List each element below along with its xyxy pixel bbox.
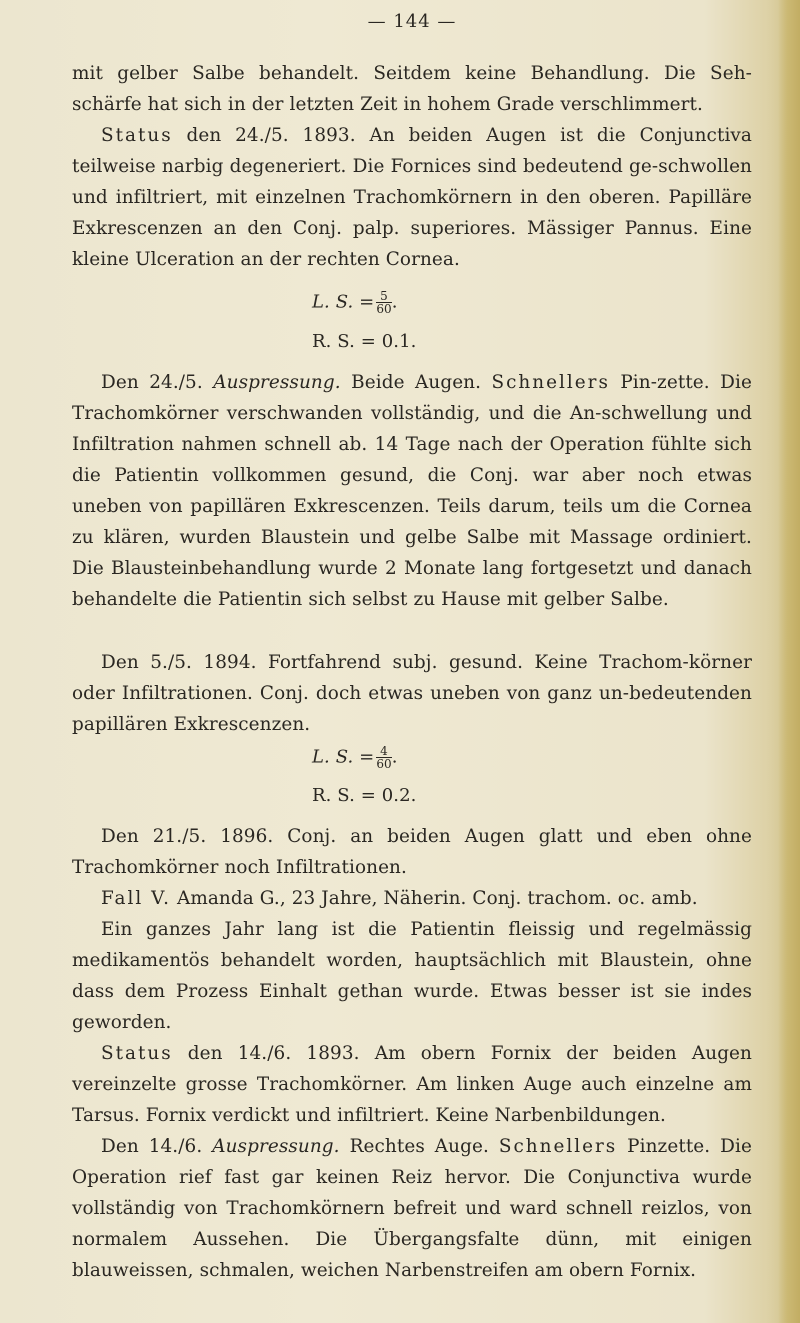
formula-ls-2: L. S. = $\frac{4}{60}$ .	[312, 744, 398, 771]
formula-rs-1: R. S. = 0.1.	[312, 331, 417, 352]
paragraph-case-history: Ein ganzes Jahr lang ist die Patientin fleissig und regelmässig medikamentös behandelt worden, hauptsächlich mit Blaustein, ohne dass dem Prozess Einhalt gethan wurde. Etwas besser ist sie indes geworden.	[72, 919, 752, 1033]
formula-label: L. S. =	[312, 746, 375, 768]
paragraph-followup-1: Den 5./5. 1894. Fortfahrend subj. gesund. Keine Trachom-körner oder Infiltrationen. Conj. doch etwas uneben von ganz un-bedeutenden papillären Exkrescenzen.	[72, 652, 752, 735]
italic-term: Auspressung.	[213, 372, 341, 393]
fraction-numerator: 4	[376, 745, 391, 758]
case-text: Amanda G., 23 Jahre, Näherin. Conj. trachom. oc. amb.	[171, 888, 698, 909]
fraction-denominator: 60	[376, 302, 392, 316]
italic-term: Auspressung.	[212, 1136, 340, 1157]
formula-rs-2: R. S. = 0.2.	[312, 785, 417, 806]
fraction	[376, 290, 391, 315]
status-text: den 24./5. 1893. An beiden Augen ist die Conjunctiva teilweise narbig degeneriert. Die Fornices sind bedeutend ge-schwollen und infiltriert, mit einzelnen Trachomkörnern in den oberen. Papilläre Exkrescenzen an den Conj. palp. superiores. Mässiger Pannus. Eine kleine Ulceration an der rechten Cornea.	[72, 125, 752, 270]
spaced-name: Schnellers	[491, 372, 610, 393]
text: Den 24./5.	[101, 372, 214, 393]
status-lead: Status	[101, 1043, 173, 1064]
status-text: den 14./6. 1893. Am obern Fornix der beiden Augen vereinzelte grosse Trachomkörner. Am linken Auge auch einzelne am Tarsus. Fornix verdickt und infiltriert. Keine Narbenbildungen.	[72, 1043, 752, 1126]
paragraph-status-1	[72, 120, 752, 275]
text: Pinzette. Die Operation rief fast gar keinen Reiz hervor. Die Conjunctiva wurde vollständig von Trachomkörnern befreit und ward schnell reizlos, von normalem Aussehen. Die Übergangsfalte dünn, mit einigen blauweissen, schmalen, weichen Narbenstreifen am obern Fornix.	[72, 1136, 752, 1281]
spaced-name: Schnellers	[498, 1136, 618, 1157]
paragraph-1: mit gelber Salbe behandelt. Seitdem keine Behandlung. Die Seh-schärfe hat sich in der letzten Zeit in hohem Grade verschlimmert.	[72, 63, 752, 115]
status-lead: Status	[101, 125, 173, 146]
text: Rechtes Auge.	[339, 1136, 499, 1157]
fraction	[376, 745, 391, 770]
formula-ls-1: L. S. = $\frac{5}{60}$ .	[312, 289, 398, 316]
paragraph-operation-2	[72, 1131, 752, 1286]
paragraph-followup-2: Den 21./5. 1896. Conj. an beiden Augen glatt und eben ohne Trachomkörner noch Infiltrationen.	[72, 826, 752, 878]
fraction-numerator: 5	[376, 290, 391, 303]
paragraph-operation-1	[72, 367, 752, 615]
text: Beide Augen.	[340, 372, 492, 393]
paragraph-case-heading	[72, 883, 752, 914]
formula-label: L. S. =	[312, 291, 375, 313]
page-number: — 144 —	[367, 11, 457, 32]
fraction-denominator: 60	[376, 757, 392, 771]
text: Den 14./6.	[101, 1136, 213, 1157]
page-edge	[778, 0, 800, 1323]
paragraph-status-2	[72, 1038, 752, 1131]
case-label: Fall V.	[101, 888, 171, 909]
text: Pin-zette. Die Trachomkörner verschwanden vollständig, und die An-schwellung und Infiltration nahmen schnell ab. 14 Tage nach der Operation fühlte sich die Patientin vollkommen gesund, die Conj. war aber noch etwas uneben von papillären Exkrescenzen. Teils darum, teils um die Cornea zu klären, wurden Blaustein und gelbe Salbe mit Massage ordiniert. Die Blausteinbehandlung wurde 2 Monate lang fortgesetzt und danach behandelte die Patientin sich selbst zu Hause mit gelber Salbe.	[72, 372, 752, 610]
